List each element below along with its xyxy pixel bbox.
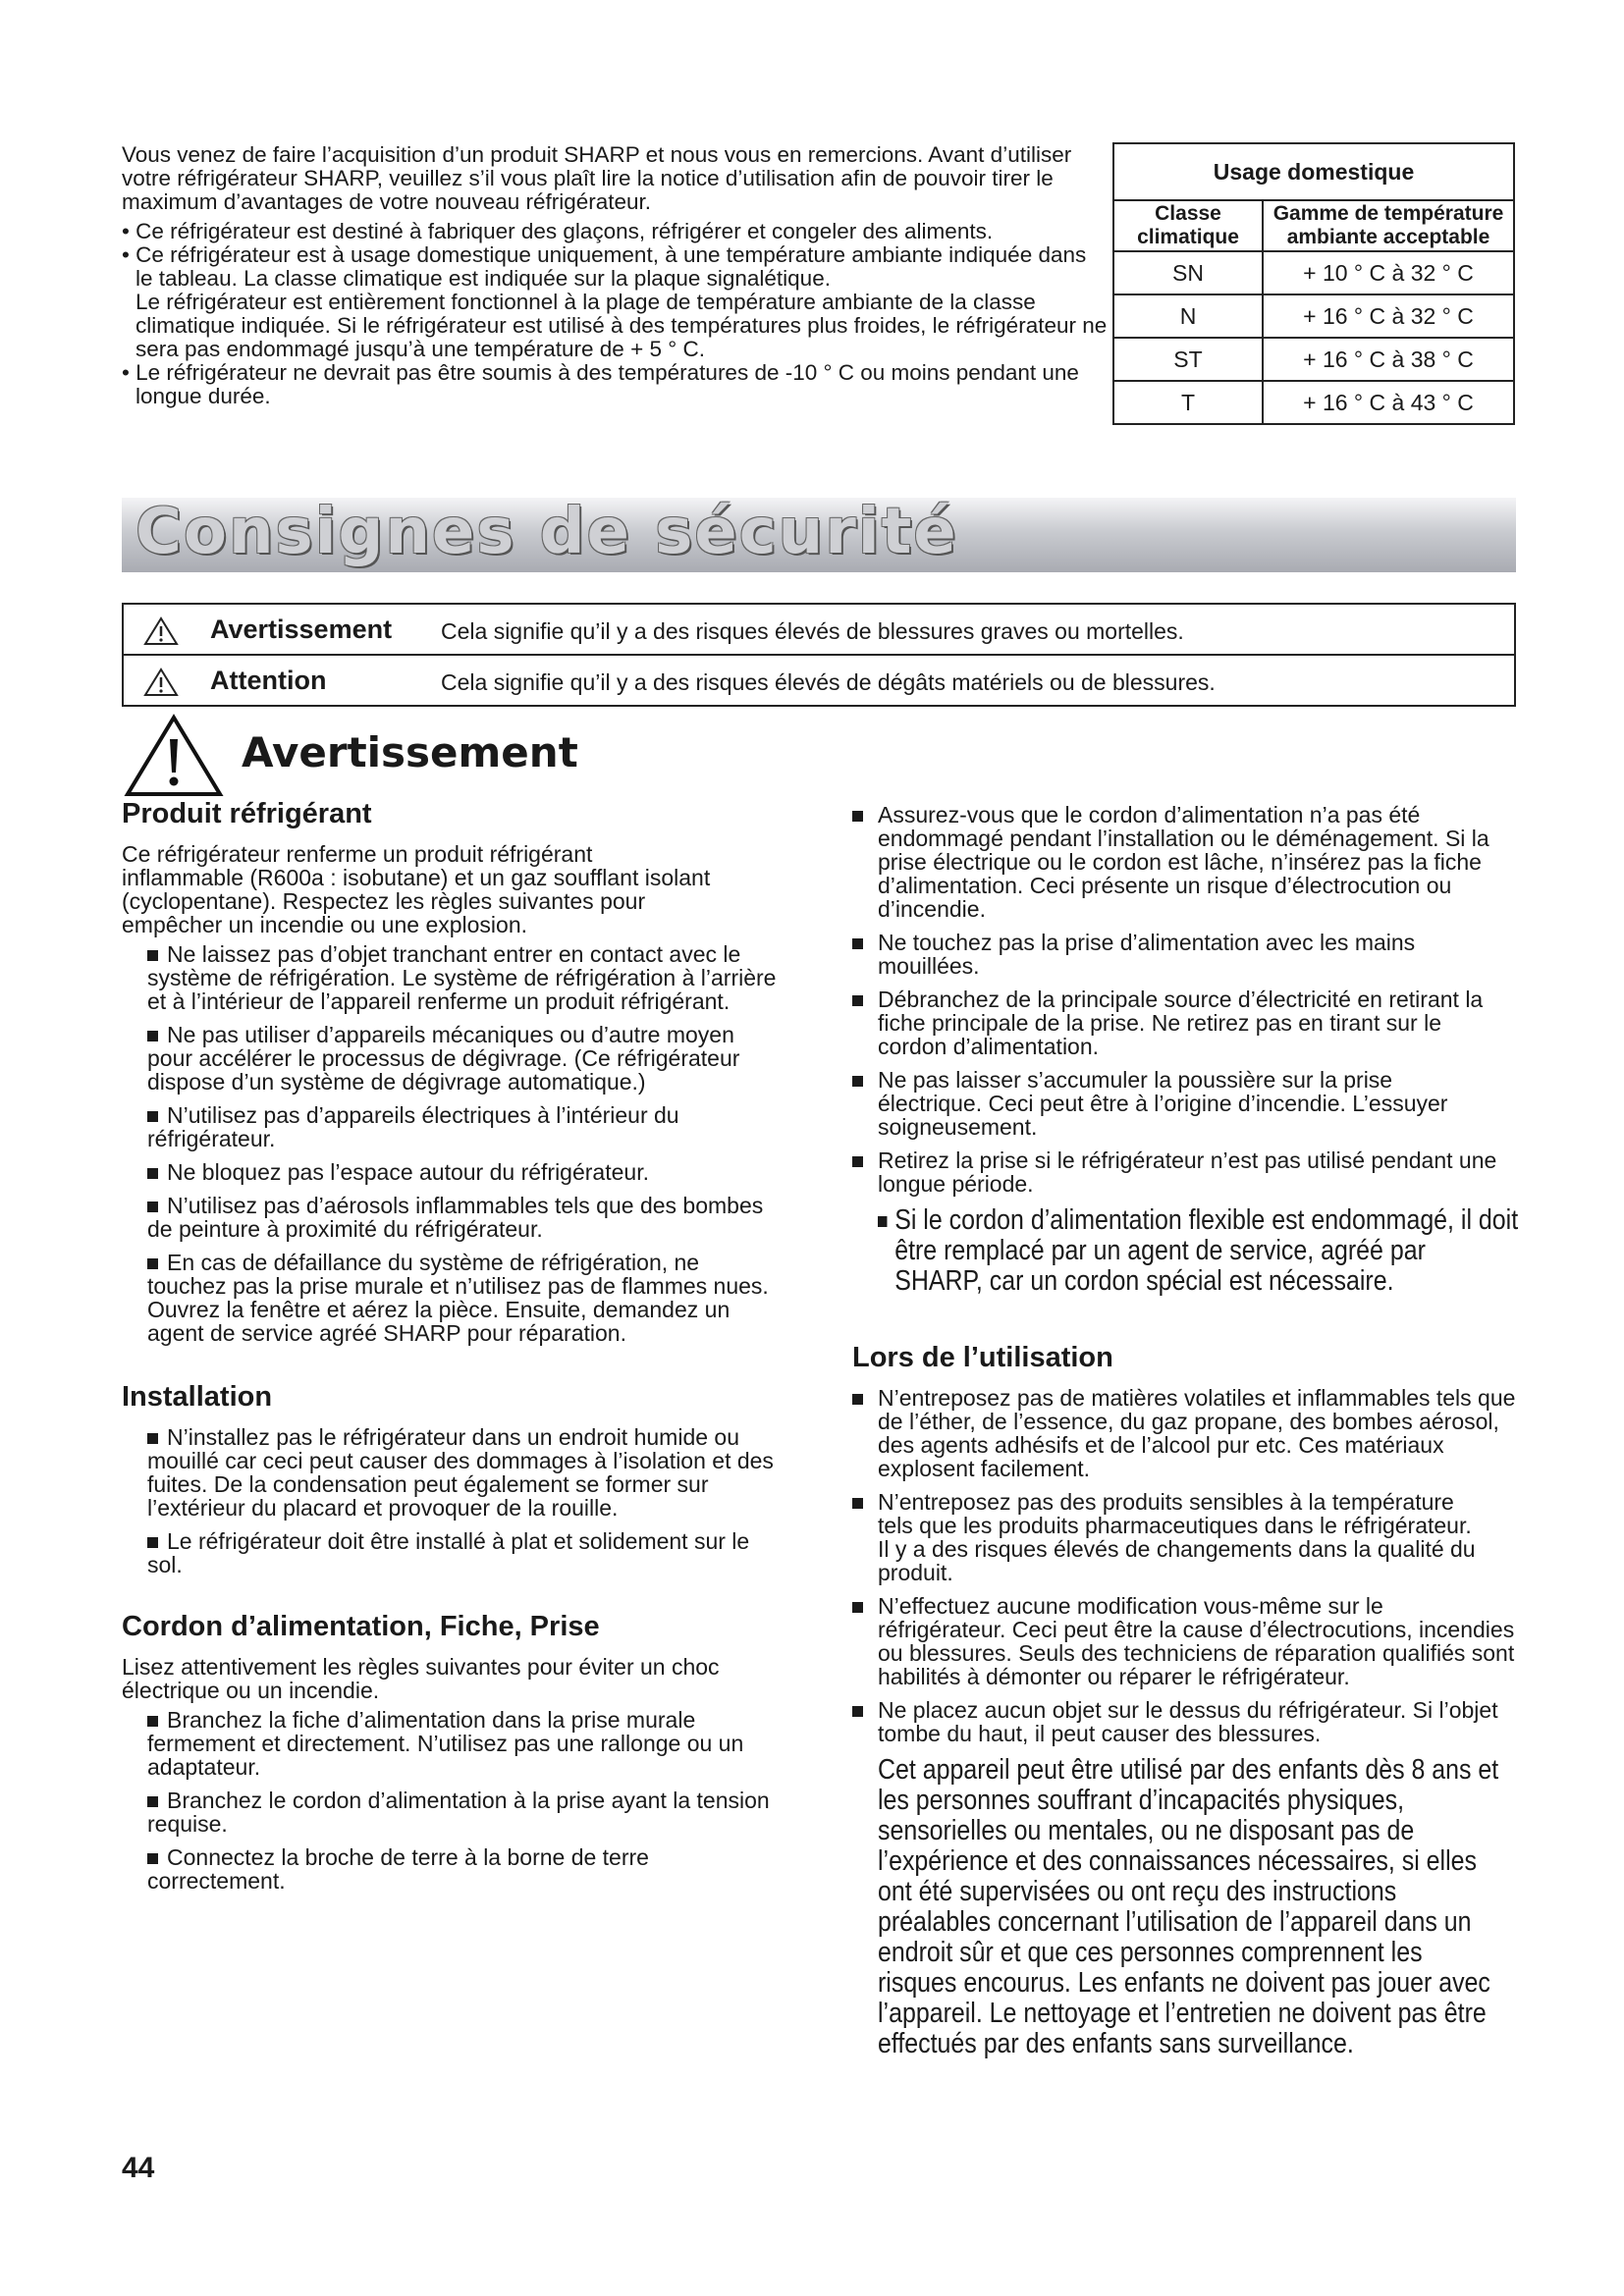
list-item: Ne touchez pas la prise d’alimentation avec les mains mouillées.	[852, 931, 1530, 978]
intro-bullet-continued: Le réfrigérateur est entièrement fonctionnel à la plage de température ambiante de la classe climatique indiquée. Si le réfrigérateur est utilisé à des températures plus froides, le réfrigérateur ne sera pas endommagé jusqu’à une température de + 5 ° C.	[135, 290, 1108, 361]
square-bullet-icon	[878, 1216, 887, 1227]
table-header-class: Classe climatique	[1113, 200, 1263, 251]
section-title: Installation	[122, 1381, 273, 1413]
intro-bullet: • Ce réfrigérateur est destiné à fabriquer des glaçons, réfrigérer et congeler des aliments.	[122, 219, 994, 243]
list-item: Ne laissez pas d’objet tranchant entrer en contact avec le système de réfrigération. Le système de réfrigération à l’arrière et à l’intérieur de l’appareil renferme un produit réfrigérant.	[147, 941, 777, 1014]
list-item: Ne pas laisser s’accumuler la poussière sur la prise électrique. Ceci peut être à l’origine d’incendie. L’essuyer soigneusement.	[852, 1068, 1530, 1139]
table-cell-class: N	[1113, 294, 1263, 338]
square-bullet-icon	[147, 1031, 158, 1041]
banner-title: Consignes de sécurité	[135, 496, 958, 568]
intro-paragraph: Vous venez de faire l’acquisition d’un produit SHARP et nous vous en remercions. Avant d’utiliser votre réfrigérateur SHARP, veuillez s’il vous plaît lire la notice d’utilisation afin de pouvoir tirer le maximum d’avantages de votre nouveau réfrigérateur.	[122, 142, 1072, 214]
list-item: En cas de défaillance du système de réfrigération, ne touchez pas la prise murale et n’utilisez pas de flammes nues. Ouvrez la fenêtre et aérez la pièce. Ensuite, demandez un agent de service agréé SHARP pour réparation.	[147, 1250, 769, 1346]
square-bullet-icon	[147, 1796, 158, 1807]
list-item: N’utilisez pas d’aérosols inflammables tels que des bombes de peinture à proximité du réfrigérateur.	[147, 1193, 764, 1242]
list-item: N’utilisez pas d’appareils électriques à l’intérieur du réfrigérateur.	[147, 1102, 679, 1151]
list-item: Connectez la broche de terre à la borne de terre correctement.	[147, 1844, 649, 1894]
list-item: Ne pas utiliser d’appareils mécaniques ou d’autre moyen pour accélérer le processus de dégivrage. (Ce réfrigérateur dispose d’un système de dégivrage automatique.)	[147, 1022, 740, 1095]
intro-text	[122, 143, 1113, 408]
section-intro: Lisez attentivement les règles suivantes pour éviter un choc électrique ou un incendie.	[122, 1654, 720, 1703]
left-column	[122, 797, 809, 1902]
square-bullet-icon	[147, 1201, 158, 1212]
table-header-range: Gamme de température ambiante acceptable	[1263, 200, 1514, 251]
table-cell-range: + 10 ° C à 32 ° C	[1263, 251, 1514, 294]
intro-bullet: • Le réfrigérateur ne devrait pas être soumis à des températures de -10 ° C ou moins pendant une longue durée.	[122, 360, 1079, 408]
page-number: 44	[122, 2152, 155, 2184]
table-cell-range: + 16 ° C à 43 ° C	[1263, 381, 1514, 424]
list-item: Branchez la fiche d’alimentation dans la prise murale fermement et directement. N’utilisez pas une rallonge ou un adaptateur.	[147, 1707, 744, 1780]
list-item: N’entreposez pas de matières volatiles et inflammables tels que de l’éther, de l’essence, du gaz propane, des bombes aérosol, des agents adhésifs et de l’alcool pur etc. Ces matériaux explosent facilement.	[852, 1386, 1530, 1480]
list-item: N’installez pas le réfrigérateur dans un endroit humide ou mouillé car ceci peut causer des dommages à l’isolation et des fuites. De la condensation peut également se former sur l’extérieur du placard et provoquer de la rouille.	[147, 1424, 774, 1521]
list-item: Débranchez de la principale source d’électricité en retirant la fiche principale de la prise. Ne retirez pas en tirant sur le cordon d’alimentation.	[852, 988, 1530, 1058]
square-bullet-icon	[147, 950, 158, 961]
square-bullet-icon	[147, 1853, 158, 1864]
table-cell-class: ST	[1113, 338, 1263, 381]
table-cell-class: T	[1113, 381, 1263, 424]
climate-class-table	[1112, 142, 1515, 425]
list-item: Ne bloquez pas l’espace autour du réfrigérateur.	[122, 1160, 809, 1184]
legend-term: Avertissement	[210, 614, 393, 644]
list-item: Ne placez aucun objet sur le dessus du réfrigérateur. Si l’objet tombe du haut, il peut causer des blessures.	[852, 1698, 1530, 1745]
square-bullet-icon	[852, 811, 863, 822]
square-bullet-icon	[852, 1498, 863, 1509]
list-item: Assurez-vous que le cordon d’alimentation n’a pas été endommagé pendant l’installation ou le déménagement. Si la prise électrique ou le cordon est lâche, n’insérez pas la fiche d’alimentation. Ceci présente un risque d’électrocution ou d’incendie.	[852, 803, 1530, 921]
square-bullet-icon	[147, 1258, 158, 1269]
square-bullet-icon	[852, 1394, 863, 1405]
section-title: Cordon d’alimentation, Fiche, Prise	[122, 1611, 600, 1642]
table-cell-range: + 16 ° C à 38 ° C	[1263, 338, 1514, 381]
legend-description: Cela signifie qu’il y a des risques élevés de blessures graves ou mortelles.	[441, 618, 1184, 644]
legend-description: Cela signifie qu’il y a des risques élevés de dégâts matériels ou de blessures.	[441, 669, 1216, 695]
section-title: Produit réfrigérant	[122, 798, 372, 829]
list-item: Branchez le cordon d’alimentation à la prise ayant la tension requise.	[147, 1788, 770, 1837]
section-intro: Ce réfrigérateur renferme un produit réfrigérant inflammable (R600a : isobutane) et un gaz soufflant isolant (cyclopentane). Respectez les règles suivantes pour empêcher un incendie ou une explosion.	[122, 841, 711, 937]
list-item: N’entreposez pas des produits sensibles à la température tels que les produits pharmaceutiques dans le réfrigérateur. Il y a des risques élevés de changements dans la qualité du produit.	[852, 1490, 1530, 1584]
square-bullet-icon	[147, 1168, 158, 1179]
legend-term: Attention	[210, 666, 327, 695]
square-bullet-icon	[147, 1716, 158, 1727]
list-item: Retirez la prise si le réfrigérateur n’est pas utilisé pendant une longue période.	[852, 1148, 1530, 1196]
square-bullet-icon	[852, 1602, 863, 1613]
table-cell-class: SN	[1113, 251, 1263, 294]
list-item: Si le cordon d’alimentation flexible est endommagé, il doit être remplacé par un agent de service, agréé par SHARP, car un cordon spécial est nécessaire.	[878, 1205, 1562, 1300]
square-bullet-icon	[147, 1433, 158, 1444]
warning-triangle-icon	[124, 714, 224, 798]
children-notice: Cet appareil peut être utilisé par des enfants dès 8 ans et les personnes souffrant d’incapacités physiques, sensorielles ou mentales, ou ne disposant pas de l’expérience et des connaissances nécessaires, si elles ont été supervisées ou ont reçu des instructions préalables concernant l’utilisation de l’appareil dans un endroit sûr et que ces personnes comprennent les risques encourus. Les enfants ne doivent pas jouer avec l’appareil. Le nettoyage et l’entretien ne doivent pas être effectués par des enfants sans surveillance.	[878, 1754, 1499, 2059]
square-bullet-icon	[852, 938, 863, 949]
warning-triangle-icon	[143, 616, 179, 646]
caution-triangle-icon	[143, 667, 179, 697]
square-bullet-icon	[852, 1706, 863, 1717]
legend-row	[124, 654, 1514, 705]
square-bullet-icon	[852, 1156, 863, 1167]
square-bullet-icon	[147, 1537, 158, 1548]
right-column	[852, 803, 1530, 2059]
square-bullet-icon	[147, 1111, 158, 1122]
list-item: N’effectuez aucune modification vous-même sur le réfrigérateur. Ceci peut être la cause d’électrocutions, incendies ou blessures. Seuls des techniciens de réparation qualifiés sont habilités à démonter ou réparer le réfrigérateur.	[852, 1594, 1530, 1688]
section-title: Lors de l’utilisation	[852, 1342, 1113, 1373]
table-cell-range: + 16 ° C à 32 ° C	[1263, 294, 1514, 338]
warning-heading: Avertissement	[242, 728, 578, 776]
table-title: Usage domestique	[1113, 143, 1514, 200]
intro-bullet: • Ce réfrigérateur est à usage domestique uniquement, à une température ambiante indiquée dans le tableau. La classe climatique est indiquée sur la plaque signalétique.	[122, 242, 1087, 291]
list-item: Le réfrigérateur doit être installé à plat et solidement sur le sol.	[147, 1528, 750, 1577]
legend-row	[124, 605, 1514, 654]
square-bullet-icon	[852, 1076, 863, 1087]
square-bullet-icon	[852, 995, 863, 1006]
warning-legend	[122, 603, 1516, 707]
